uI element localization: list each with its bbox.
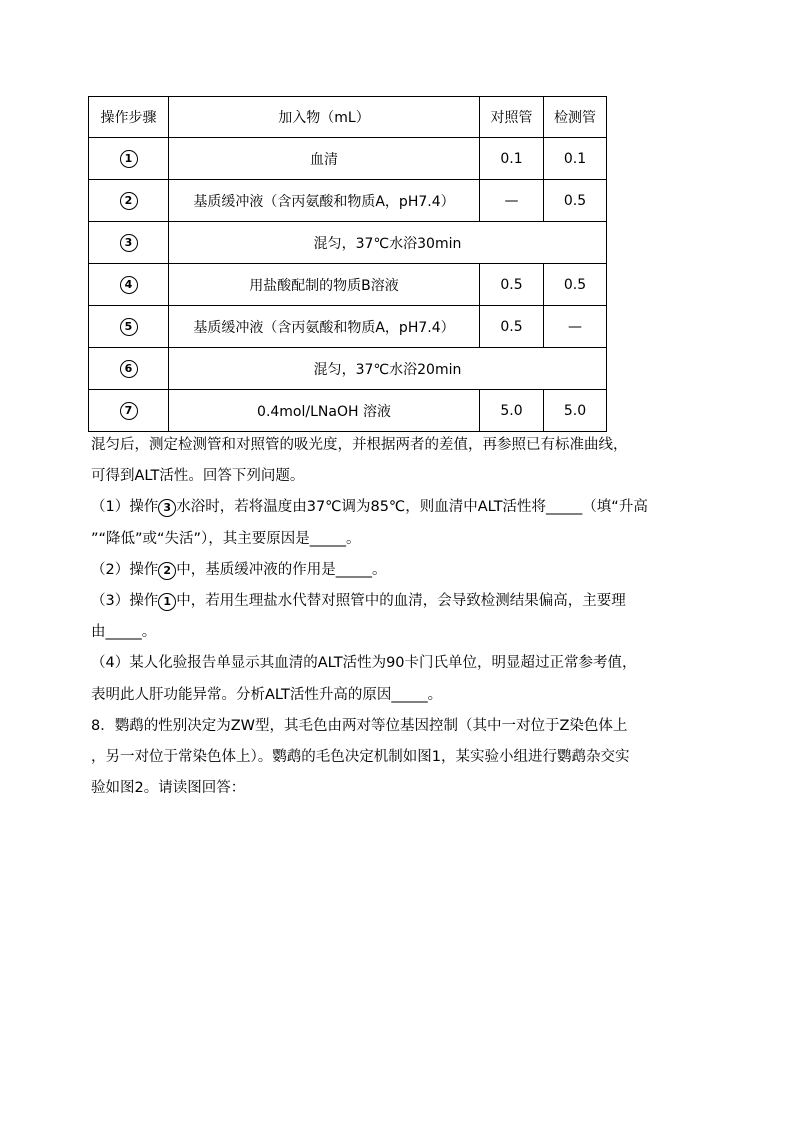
table-row [89, 180, 607, 222]
intro-line: 可得到ALT活性。回答下列问题。 [91, 468, 305, 485]
step-cell [89, 222, 169, 264]
question-1-prefix: （1）操作 [91, 499, 159, 516]
test-cell: — [544, 306, 607, 348]
step-number: 6 [120, 360, 138, 378]
question-2-line [91, 555, 711, 586]
question-2-prefix: （2）操作 [91, 561, 159, 578]
intro-line: 混匀后，测定检测管和对照管的吸光度，并根据两者的差值，再参照已有标准曲线， [91, 437, 628, 453]
item-cell: 0.4mol/LNaOH 溶液 [169, 390, 480, 432]
step-number: 2 [120, 192, 138, 210]
control-cell: — [480, 180, 544, 222]
step-number: 7 [120, 402, 138, 420]
table-row [89, 138, 607, 180]
table-header-row [89, 97, 607, 138]
merged-item-cell: 混匀，37℃水浴30min [169, 222, 607, 264]
step-cell [89, 180, 169, 222]
item-cell: 基质缓冲液（含丙氨酸和物质A，pH7.4） [169, 306, 480, 348]
step-cell [89, 306, 169, 348]
merged-item-cell: 混匀，37℃水浴20min [169, 348, 607, 390]
step-reference: 3 [158, 499, 176, 517]
question-3-line [91, 586, 711, 617]
header-item: 加入物（mL） [169, 97, 480, 138]
step-number: 3 [120, 234, 138, 252]
step-number: 1 [120, 150, 138, 168]
test-cell: 0.1 [544, 138, 607, 180]
question-1-line [91, 492, 711, 523]
question-4-line: 表明此人肝功能异常。分析ALT活性升高的原因_____。 [91, 686, 443, 703]
question-3-prefix: （3）操作 [91, 593, 159, 610]
step-cell [89, 390, 169, 432]
item-cell: 用盐酸配制的物质B溶液 [169, 264, 480, 306]
question-8-line: ，另一对位于常染色体上）。鹦鹉的毛色决定机制如图1，某实验小组进行鹦鹉杂交实 [91, 749, 630, 766]
question-1-text: 水浴时，若将温度由37℃调为85℃，则血清中ALT活性将_____（填“升高 [176, 499, 648, 516]
step-number: 4 [120, 276, 138, 294]
question-3-line: 由_____。 [91, 624, 157, 641]
table-row [89, 264, 607, 306]
header-step: 操作步骤 [89, 97, 169, 138]
test-cell: 0.5 [544, 264, 607, 306]
header-test: 检测管 [544, 97, 607, 138]
item-cell: 血清 [169, 138, 480, 180]
table-row [89, 390, 607, 432]
step-cell [89, 348, 169, 390]
question-3-text: 中，若用生理盐水代替对照管中的血清，会导致检测结果偏高，主要理 [176, 593, 626, 610]
question-8-line: 验如图2。请读图回答： [91, 780, 246, 797]
test-cell: 5.0 [544, 390, 607, 432]
question-text [91, 430, 711, 804]
control-cell: 0.5 [480, 264, 544, 306]
step-cell [89, 264, 169, 306]
test-cell: 0.5 [544, 180, 607, 222]
step-reference: 1 [158, 593, 176, 611]
question-2-text: 中，基质缓冲液的作用是_____。 [176, 561, 387, 578]
procedure-table [88, 96, 607, 432]
question-8-line: 8．鹦鹉的性别决定为ZW型，其毛色由两对等位基因控制（其中一对位于Z染色体上 [91, 717, 628, 734]
header-control: 对照管 [480, 97, 544, 138]
step-cell [89, 138, 169, 180]
item-cell: 基质缓冲液（含丙氨酸和物质A，pH7.4） [169, 180, 480, 222]
control-cell: 0.5 [480, 306, 544, 348]
table-row [89, 306, 607, 348]
table-row [89, 222, 607, 264]
question-4-line: （4）某人化验报告单显示其血清的ALT活性为90卡门氏单位，明显超过正常参考值， [91, 655, 637, 672]
step-number: 5 [120, 318, 138, 336]
step-reference: 2 [158, 562, 176, 580]
table-row [89, 348, 607, 390]
question-1-line: ”“降低”或“失活”），其主要原因是_____。 [91, 530, 361, 547]
control-cell: 5.0 [480, 390, 544, 432]
control-cell: 0.1 [480, 138, 544, 180]
